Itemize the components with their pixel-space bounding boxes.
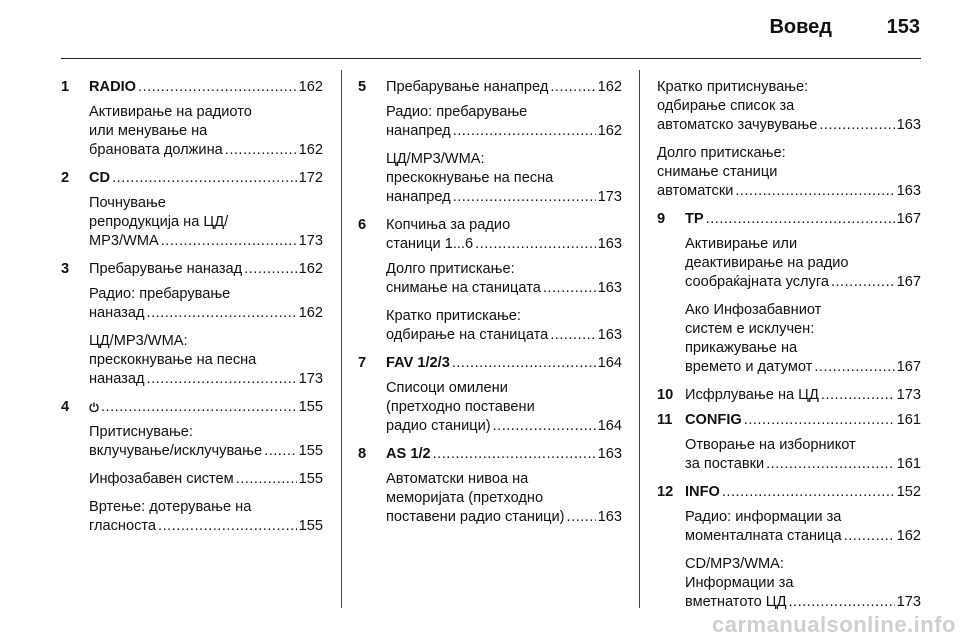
entry-number: 1	[61, 79, 70, 95]
entry-number: 6	[358, 217, 367, 233]
entry-text-line: репродукција на ЦД/	[89, 214, 229, 230]
entry-label: Пребарување нанапред	[386, 79, 549, 95]
index-entry	[657, 301, 921, 377]
leader-dots	[452, 354, 596, 373]
leader-dots	[158, 517, 297, 536]
index-entry	[358, 260, 622, 298]
entry-number: 7	[358, 355, 367, 371]
entry-label: гласноста	[89, 518, 157, 534]
entry-text-line: одбирање список за	[657, 98, 795, 114]
index-entry	[358, 78, 622, 97]
leader-dots	[112, 169, 297, 188]
entry-text-line: меморијата (претходно	[386, 490, 544, 506]
entry-text-line: Активирање или	[685, 236, 798, 252]
entry-page-number: 162	[298, 261, 323, 277]
entry-text-line: Долго притискање:	[386, 261, 515, 277]
index-entry	[61, 498, 323, 536]
entry-label: наназад	[89, 305, 145, 321]
index-entry	[657, 508, 921, 546]
index-entry	[61, 194, 323, 251]
entry-text-line: (претходно поставени	[386, 399, 535, 415]
index-entry	[358, 470, 622, 527]
entry-page-number: 163	[597, 327, 622, 343]
entry-text-line: Почнување	[89, 195, 166, 211]
leader-dots	[567, 508, 596, 527]
entry-page-number: 163	[896, 183, 921, 199]
leader-dots	[433, 445, 596, 464]
index-entry	[61, 285, 323, 323]
leader-dots	[161, 232, 297, 251]
leader-dots	[722, 483, 895, 502]
leader-dots	[844, 527, 895, 546]
entry-text-line: снимање станици	[657, 164, 778, 180]
entry-page-number: 173	[298, 371, 323, 387]
entry-page-number: 173	[896, 387, 921, 403]
entry-page-number: 173	[298, 233, 323, 249]
index-column-1	[61, 78, 323, 545]
entry-number: 11	[657, 412, 673, 428]
entry-text-line: прикажување на	[685, 340, 798, 356]
leader-dots	[550, 78, 595, 97]
entry-page-number: 162	[597, 123, 622, 139]
entry-label: FAV 1/2/3	[386, 355, 450, 371]
entry-page-number: 152	[896, 484, 921, 500]
index-entry	[61, 169, 323, 188]
entry-label: сообраќајната услуга	[685, 274, 829, 290]
index-entry	[358, 354, 622, 373]
entry-text-line: Притиснување:	[89, 424, 193, 440]
entry-text-line: Радио: информации за	[685, 509, 842, 525]
leader-dots	[788, 593, 894, 612]
entry-page-number: 162	[896, 528, 921, 544]
entry-label: CONFIG	[685, 412, 742, 428]
leader-dots	[264, 442, 297, 461]
leader-dots	[147, 304, 297, 323]
leader-dots	[138, 78, 297, 97]
leader-dots	[236, 470, 297, 489]
entry-page-number: 164	[597, 418, 622, 434]
index-entry	[61, 260, 323, 279]
entry-page-number: 172	[298, 170, 323, 186]
entry-text-line: прескокнување на песна	[386, 170, 554, 186]
power-icon	[89, 402, 99, 412]
entry-page-number: 162	[298, 305, 323, 321]
entry-page-number: 163	[597, 280, 622, 296]
leader-dots	[244, 260, 296, 279]
entry-text-line: Информации за	[685, 575, 794, 591]
leader-dots	[766, 455, 895, 474]
entry-label	[89, 398, 99, 417]
entry-text-line: ЦД/MP3/WMA:	[89, 333, 188, 349]
index-entry	[61, 332, 323, 389]
index-entry	[61, 103, 323, 160]
entry-label: Инфозабавен систем	[89, 471, 234, 487]
column-divider-1	[341, 70, 342, 608]
entry-number: 3	[61, 261, 70, 277]
entry-label: нанапред	[386, 189, 451, 205]
watermark: carmanualsonline.info	[712, 612, 956, 637]
entry-label: автоматско зачувување	[657, 117, 818, 133]
entry-number: 4	[61, 399, 70, 415]
entry-label: AS 1/2	[386, 446, 431, 462]
leader-dots	[147, 370, 297, 389]
entry-text-line: систем е исклучен:	[685, 321, 815, 337]
entry-label: за поставки	[685, 456, 765, 472]
entry-number: 9	[657, 211, 666, 227]
entry-page-number: 162	[298, 142, 323, 158]
index-entry	[61, 398, 323, 417]
column-divider-2	[639, 70, 640, 608]
index-entry	[358, 150, 622, 207]
entry-label: нанапред	[386, 123, 451, 139]
entry-page-number: 155	[298, 399, 323, 415]
index-entry	[358, 103, 622, 141]
entry-page-number: 167	[896, 274, 921, 290]
entry-page-number: 167	[896, 359, 921, 375]
index-entry	[657, 78, 921, 135]
leader-dots	[550, 326, 595, 345]
leader-dots	[814, 358, 894, 377]
index-entry	[61, 78, 323, 97]
entry-text-line: или менување на	[89, 123, 208, 139]
leader-dots	[225, 141, 297, 160]
entry-page-number: 162	[298, 79, 323, 95]
leader-dots	[735, 182, 894, 201]
entry-label: RADIO	[89, 79, 137, 95]
leader-dots	[821, 386, 895, 405]
leader-dots	[101, 398, 297, 417]
index-entry	[657, 483, 921, 502]
leader-dots	[453, 122, 596, 141]
entry-text-line: Радио: пребарување	[89, 286, 231, 302]
index-column-2	[358, 78, 622, 536]
entry-label: наназад	[89, 371, 145, 387]
entry-text-line: Кратко притиснување:	[657, 79, 809, 95]
entry-text-line: Копчиња за радио	[386, 217, 511, 233]
entry-text-line: прескокнување на песна	[89, 352, 257, 368]
leader-dots	[543, 279, 596, 298]
entry-label: MP3/WMA	[89, 233, 159, 249]
entry-number: 10	[657, 387, 674, 403]
index-entry	[657, 210, 921, 229]
entry-label: вметнатото ЦД	[685, 594, 787, 610]
index-entry	[657, 555, 921, 612]
entry-number: 2	[61, 170, 70, 186]
entry-page-number: 161	[896, 412, 921, 428]
entry-page-number: 163	[597, 446, 622, 462]
leader-dots	[453, 188, 596, 207]
index-entry	[657, 386, 921, 405]
entry-page-number: 163	[597, 509, 622, 525]
entry-label: автоматски	[657, 183, 734, 199]
entry-text-line: Автоматски нивоа на	[386, 471, 529, 487]
page-number: 153	[886, 16, 920, 38]
index-entry	[657, 411, 921, 430]
index-entry	[657, 235, 921, 292]
entry-page-number: 173	[597, 189, 622, 205]
entry-text-line: Списоци омилени	[386, 380, 508, 396]
leader-dots	[475, 235, 596, 254]
entry-text-line: ЦД/MP3/WMA:	[386, 151, 485, 167]
index-entry	[358, 379, 622, 436]
index-entry	[657, 436, 921, 474]
entry-text-line: Отворање на изборникот	[685, 437, 856, 453]
index-entry	[358, 216, 622, 254]
entry-label: радио станици)	[386, 418, 491, 434]
entry-label: снимање на станицата	[386, 280, 541, 296]
entry-label: одбирање на станицата	[386, 327, 549, 343]
entry-label: Пребарување наназад	[89, 261, 243, 277]
entry-page-number: 163	[896, 117, 921, 133]
entry-page-number: 173	[896, 594, 921, 610]
entry-page-number: 162	[597, 79, 622, 95]
entry-text-line: Активирање на радиото	[89, 104, 252, 120]
entry-text-line: CD/MP3/WMA:	[685, 556, 784, 572]
entry-number: 8	[358, 446, 367, 462]
entry-page-number: 161	[896, 456, 921, 472]
entry-page-number: 155	[298, 518, 323, 534]
entry-label: Исфрлување на ЦД	[685, 387, 819, 403]
entry-label: вклучување/исклучување	[89, 443, 263, 459]
entry-page-number: 155	[298, 471, 323, 487]
entry-page-number: 163	[597, 236, 622, 252]
entry-label: брановата должина	[89, 142, 223, 158]
entry-label: поставени радио станици)	[386, 509, 565, 525]
entry-text-line: Вртење: дотерување на	[89, 499, 252, 515]
entry-text-line: Долго притискање:	[657, 145, 786, 161]
index-entry	[358, 307, 622, 345]
index-entry	[358, 445, 622, 464]
index-entry	[61, 470, 323, 489]
leader-dots	[706, 210, 895, 229]
entry-label: времето и датумот	[685, 359, 813, 375]
entry-label: CD	[89, 170, 111, 186]
leader-dots	[819, 116, 894, 135]
leader-dots	[831, 273, 895, 292]
entry-page-number: 155	[298, 443, 323, 459]
leader-dots	[493, 417, 596, 436]
page-header-title: Вовед	[769, 16, 832, 38]
entry-number: 12	[657, 484, 674, 500]
entry-label: станици 1...6	[386, 236, 474, 252]
entry-label: INFO	[685, 484, 720, 500]
header-divider	[61, 58, 921, 59]
entry-label: TP	[685, 211, 704, 227]
entry-number: 5	[358, 79, 367, 95]
entry-text-line: деактивирање на радио	[685, 255, 849, 271]
entry-text-line: Ако Инфозабавниот	[685, 302, 822, 318]
entry-text-line: Радио: пребарување	[386, 104, 528, 120]
leader-dots	[744, 411, 895, 430]
index-entry	[657, 144, 921, 201]
index-column-3	[657, 78, 921, 621]
entry-label: моменталната станица	[685, 528, 842, 544]
index-entry	[61, 423, 323, 461]
entry-page-number: 167	[896, 211, 921, 227]
entry-text-line: Кратко притискање:	[386, 308, 521, 324]
entry-page-number: 164	[597, 355, 622, 371]
